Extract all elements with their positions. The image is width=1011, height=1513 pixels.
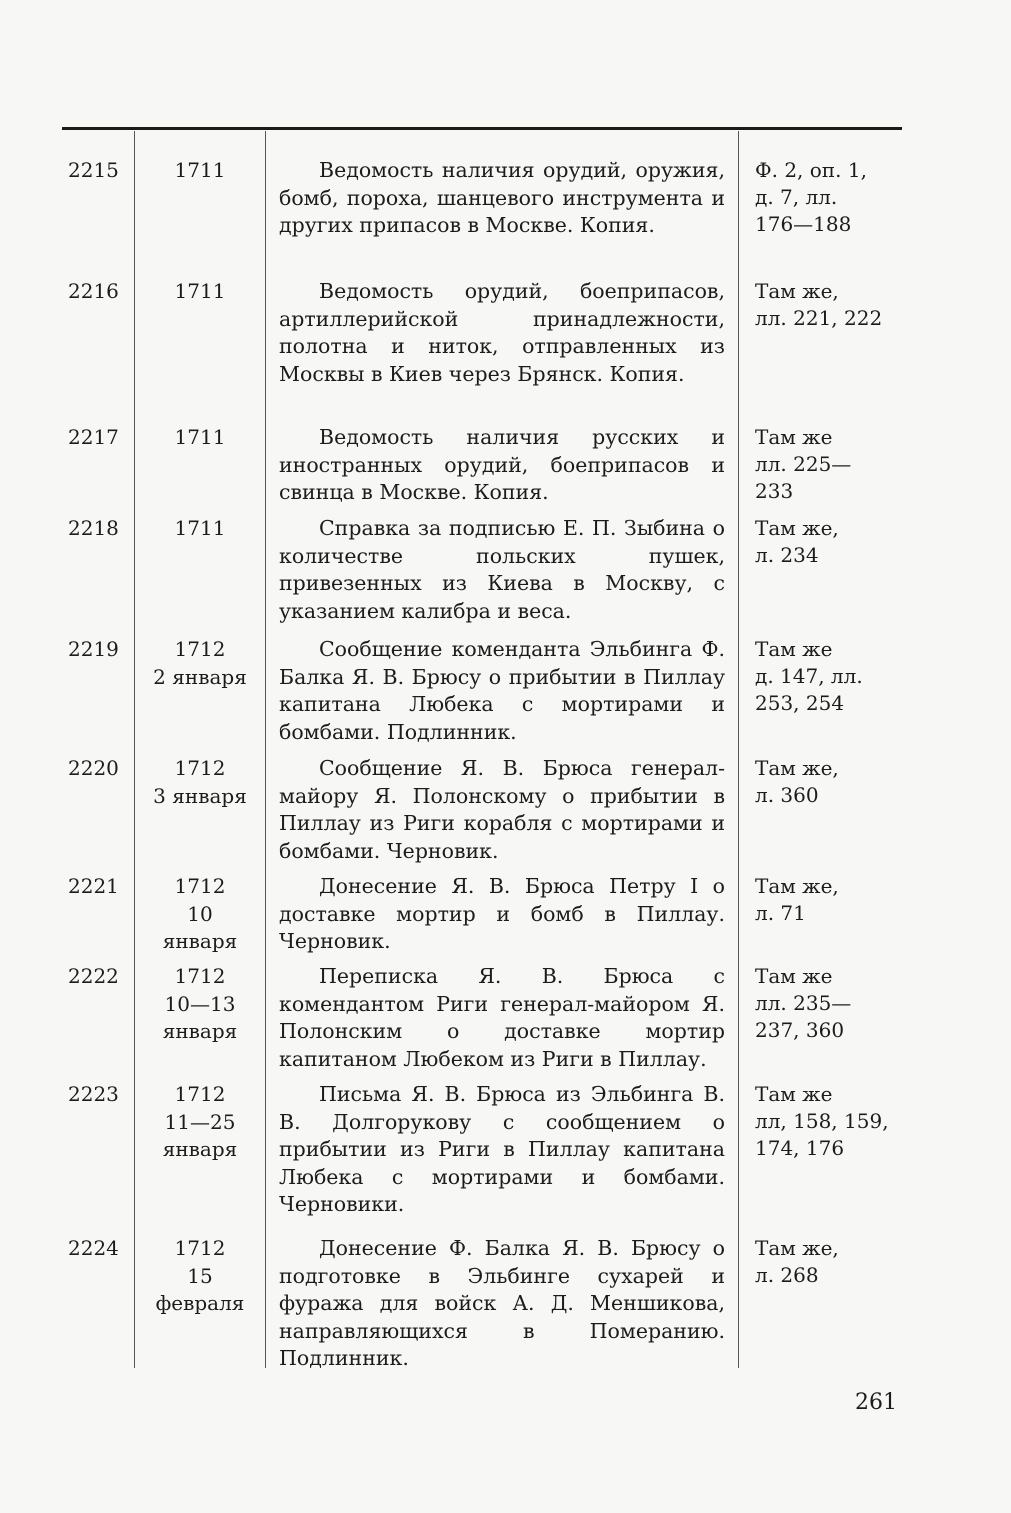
entry-reference: Там же, л. 268 xyxy=(755,1236,839,1287)
entry-number: 2219 xyxy=(68,637,119,661)
column-divider-reference xyxy=(738,131,739,1368)
page-number: 261 xyxy=(855,1390,897,1415)
table-top-rule xyxy=(62,127,902,130)
entry-description: Ведомость орудий, боеприпасов, артиллерийской принадлежности, полотна и ниток, отправленных из Москвы в Киев через Брянск. Копия. xyxy=(279,279,725,386)
entry-number: 2222 xyxy=(68,964,119,988)
entry-reference: Там же д. 147, лл. 253, 254 xyxy=(755,637,863,715)
entry-date: 1712 3 января xyxy=(153,756,247,808)
entry-description: Переписка Я. В. Брюса с комендантом Риги генерал-майором Я. Полонским о доставке мортир капитаном Любеком из Риги в Пиллау. xyxy=(279,964,725,1071)
entry-reference: Там же, л. 234 xyxy=(755,516,839,567)
entry-reference: Там же, л. 71 xyxy=(755,874,839,925)
entry-description: Справка за подписью Е. П. Зыбина о количестве польских пушек, привезенных из Киева в Москву, с указанием калибра и веса. xyxy=(279,516,725,623)
entry-description: Ведомость наличия русских и иностранных орудий, боеприпасов и свинца в Москве. Копия. xyxy=(279,425,725,504)
entry-number: 2217 xyxy=(68,425,119,449)
entry-description: Письма Я. В. Брюса из Эльбинга В. В. Долгорукову с сообщением о прибытии из Риги в Пиллау капитана Любека с мортирами и бомбами. Черновики. xyxy=(279,1082,725,1216)
entry-date: 1712 10—13 января xyxy=(162,964,238,1043)
entry-reference: Там же, лл. 221, 222 xyxy=(755,279,883,330)
entry-reference: Там же лл. 225— 233 xyxy=(755,425,852,503)
entry-date: 1711 xyxy=(174,516,226,540)
entry-date: 1712 10 января xyxy=(162,874,238,953)
entry-description: Донесение Ф. Балка Я. В. Брюсу о подготовке в Эльбинге сухарей и фуража для войск А. Д. Меншикова, направляющихся в Померанию. Подлинник. xyxy=(279,1236,725,1370)
entry-reference: Там же лл, 158, 159, 174, 176 xyxy=(755,1082,889,1160)
entry-number: 2221 xyxy=(68,874,119,898)
entry-number: 2224 xyxy=(68,1236,119,1260)
entry-description: Донесение Я. В. Брюса Петру I о доставке мортир и бомб в Пиллау. Черновик. xyxy=(279,874,725,953)
entry-date: 1711 xyxy=(174,279,226,303)
entry-description: Сообщение коменданта Эльбинга Ф. Балка Я. В. Брюсу о прибытии в Пиллау капитана Любека с мортирами и бомбами. Подлинник. xyxy=(279,637,725,744)
entry-date: 1712 15 февраля xyxy=(155,1236,245,1315)
column-divider-number xyxy=(134,131,135,1368)
entry-date: 1711 xyxy=(174,425,226,449)
entry-date: 1711 xyxy=(174,158,226,182)
entry-reference: Ф. 2, оп. 1, д. 7, лл. 176—188 xyxy=(755,158,867,236)
entry-date: 1712 2 января xyxy=(153,637,247,689)
entry-number: 2218 xyxy=(68,516,119,540)
entry-number: 2215 xyxy=(68,158,119,182)
entry-number: 2223 xyxy=(68,1082,119,1106)
entry-reference: Там же, л. 360 xyxy=(755,756,839,807)
entry-number: 2220 xyxy=(68,756,119,780)
entry-description: Ведомость наличия орудий, оружия, бомб, пороха, шанцевого инструмента и других припасов в Москве. Копия. xyxy=(279,158,725,237)
entry-description: Сообщение Я. В. Брюса генерал-майору Я. Полонскому о прибытии в Пиллау из Риги корабля с мортирами и бомбами. Черновик. xyxy=(279,756,725,863)
entry-number: 2216 xyxy=(68,279,119,303)
column-divider-date xyxy=(265,131,266,1368)
entry-date: 1712 11—25 января xyxy=(162,1082,238,1161)
entry-reference: Там же лл. 235— 237, 360 xyxy=(755,964,852,1042)
